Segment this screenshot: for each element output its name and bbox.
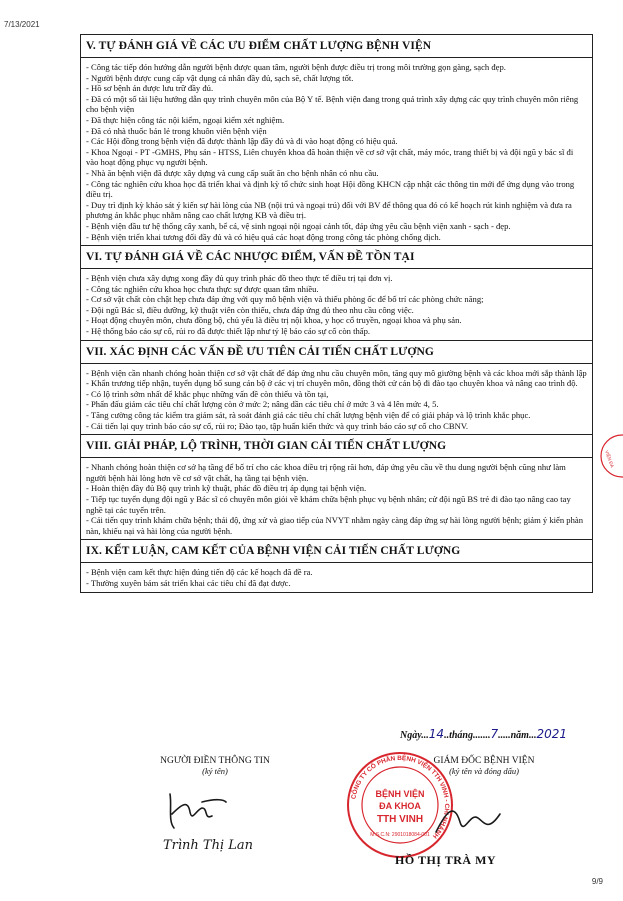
section-line: - Bệnh viện cần nhanh chóng hoàn thiện cơ sở vật chất để đáp ứng nhu cầu chuyên môn, tăng quy mô giường bệnh và các khoa mới sắp thành lập bbox=[86, 367, 587, 378]
section-body bbox=[80, 458, 593, 540]
section-line: - Các Hội đồng trong bệnh viện đã được thành lập đầy đủ và đi vào hoạt động có hiệu quả. bbox=[86, 136, 398, 147]
section-line: - Hoàn thiện đầy đủ Bộ quy trình kỹ thuật, phác đồ điều trị áp dụng tại bệnh viện. bbox=[86, 483, 367, 494]
section-heading: VII. XÁC ĐỊNH CÁC VẤN ĐỀ ƯU TIÊN CẢI TIẾN CHẤT LƯỢNG bbox=[80, 341, 593, 364]
section-heading: V. TỰ ĐÁNH GIÁ VỀ CÁC ƯU ĐIỂM CHẤT LƯỢNG BỆNH VIỆN bbox=[80, 34, 593, 58]
section-line: - Khoa Ngoại - PT -GMHS, Phụ sản - HTSS, Liên chuyên khoa đã hoàn thiện về cơ sở vật chất, máy móc, trang thiết bị và đội ngũ y bác sĩ đi vào hoạt động phục vụ người bệnh. bbox=[86, 146, 574, 168]
section-line: - Nhà ăn bệnh viện đã được xây dựng và cung cấp suất ăn cho bệnh nhân có nhu cầu. bbox=[86, 167, 379, 178]
svg-text:CÔNG TY CỔ PHẦN BỆNH VIỆN TTH: CÔNG TY CỔ PHẦN BỆNH VIỆN TTH VINH - CHI NHÁNH bbox=[350, 754, 451, 840]
svg-text:BỆNH VIỆN: BỆNH VIỆN bbox=[375, 789, 425, 799]
section-line: - Tăng cường công tác kiểm tra giám sát, rà soát đánh giá các tiêu chí chất lượng bệnh viện để có giải pháp và lộ trình khắc phục. bbox=[86, 410, 531, 421]
svg-text:M.S.C.N: 2901018084-001: M.S.C.N: 2901018084-001 bbox=[370, 832, 430, 838]
section-line: - Hoạt động chuyên môn, chưa đồng bộ, chủ yếu là điều trị nội khoa, y học cổ truyền, ngoại khoa và phụ sản. bbox=[86, 315, 462, 326]
section-line: - Bệnh viện triển khai tương đối đầy đủ và có hiệu quả các hoạt động trong công tác phòng chống dịch. bbox=[86, 231, 441, 242]
section-body bbox=[80, 364, 593, 436]
section-line: - Đã thực hiện công tác nội kiểm, ngoại kiểm xét nghiệm. bbox=[86, 114, 285, 125]
filler-signature-block bbox=[150, 756, 280, 776]
section-line: - Công tác nghiên cứu khoa học chưa thực sự được quan tâm nhiều. bbox=[86, 283, 319, 294]
section-body bbox=[80, 563, 593, 592]
section-line: - Cơ sở vật chất còn chật hẹp chưa đáp ứng với quy mô bệnh viện và thiếu phòng ốc để bố trí các phòng chức năng; bbox=[86, 294, 484, 305]
section-line: - Có lộ trình sớm nhất để khắc phục những vấn đề còn thiếu và tồn tại, bbox=[86, 388, 329, 399]
section-line: - Đã có một số tài liệu hướng dẫn quy trình chuyên môn của Bộ Y tế. Bệnh viện đang trong quá trình xây dựng các quy trình chuyên môn riêng cho bệnh viện bbox=[86, 93, 579, 115]
section-line: - Tiếp tục tuyển dụng đội ngũ y Bác sĩ có chuyên môn giỏi về khám chữa bệnh phục vụ bệnh nhân; cử đội ngũ BS trẻ đi đào tạo nâng cao tay nghề tại các tuyến trên. bbox=[86, 494, 571, 515]
svg-text:TTH VINH: TTH VINH bbox=[376, 814, 424, 825]
director-title: GIÁM ĐỐC BỆNH VIỆN bbox=[433, 756, 535, 766]
section-line: - Công tác tiếp đón hướng dẫn người bệnh được quan tâm, người bệnh được điều trị trong môi trường gọn gàng, sạch đẹp. bbox=[86, 62, 506, 72]
director-subtitle: (ký tên và đóng dấu) bbox=[449, 766, 519, 776]
section-line: - Cải tiến lại quy trình báo cáo sự cố, rủi ro; Đào tạo, tập huấn kiến thức và quy trình báo cáo sự cố cho CBNV. bbox=[86, 420, 469, 431]
section-line: - Hệ thống báo cáo sự cố, rủi ro đã được thiết lập như tỷ lệ báo cáo sự cố còn thấp. bbox=[86, 326, 371, 337]
section-heading: VI. TỰ ĐÁNH GIÁ VỀ CÁC NHƯỢC ĐIỂM, VẤN ĐỀ TỒN TẠI bbox=[80, 246, 593, 269]
svg-text:VIỆN ĐA: VIỆN ĐA bbox=[604, 449, 615, 469]
filler-title: NGƯỜI ĐIỀN THÔNG TIN bbox=[160, 756, 270, 766]
page-number: 9/9 bbox=[591, 877, 603, 886]
section-line: - Đội ngũ Bác sĩ, điều dưỡng, kỹ thuật viên còn thiếu, chưa đáp ứng đủ theo nhu cầu công việc. bbox=[86, 304, 414, 315]
section-line: - Duy trì định kỳ khảo sát ý kiến sự hài lòng của NB (nội trú và ngoại trú) đối với BV để thông qua đó có kế hoạch rút kinh nghiệm và đưa ra phương án khắc phục nhằm nâng cao chất lượng KB và điều trị. bbox=[86, 199, 572, 221]
section-line: - Công tác nghiên cứu khoa học đã triển khai và định kỳ tổ chức sinh hoạt Hội đồng KHCN cập nhật các thông tin mới để ứng dụng vào trong điều trị. bbox=[86, 178, 575, 200]
signature-date: Ngày...14..tháng.......7.....năm...2021 bbox=[400, 727, 568, 741]
section-body bbox=[80, 269, 593, 341]
section-line: - Nhanh chóng hoàn thiện cơ sở hạ tầng để bố trí cho các khoa điều trị rộng rãi hơn, đáp ứng yêu cầu về thu dung người bệnh cũng như làm người bệnh hài lòng hơn về cơ sở vật chất, hạ tầng tại bệnh viện. bbox=[86, 462, 566, 483]
filler-signature-icon bbox=[162, 786, 232, 841]
print-date: 7/13/2021 bbox=[4, 20, 40, 29]
section-line: - Bệnh viện cam kết thực hiện đúng tiến độ các kế hoạch đã đề ra. bbox=[86, 567, 313, 578]
section-line: - Khẩn trương tiếp nhận, tuyển dụng bổ sung cán bộ ở các vị trí chuyên môn, đồng thời cử cán bộ đi đào tạo chuyên khoa và nâng cao trình độ. bbox=[86, 378, 578, 389]
section-line: - Đã có nhà thuốc bán lẻ trong khuôn viên bệnh viện bbox=[86, 125, 267, 136]
section-line: - Người bệnh được cung cấp vật dụng cá nhân đầy đủ, sạch sẽ, chất lượng tốt. bbox=[86, 72, 354, 83]
section-line: - Bệnh viện chưa xây dựng xong đầy đủ quy trình phác đồ theo thực tế điều trị tại đơn vị. bbox=[86, 273, 393, 284]
director-name: HỒ THỊ TRÀ MY bbox=[395, 853, 497, 867]
filler-name-handwritten: Trình Thị Lan bbox=[163, 838, 254, 853]
section-line: - Hồ sơ bệnh án được lưu trữ đầy đủ. bbox=[86, 83, 214, 94]
section-line: - Bệnh viện đầu tư hệ thống cây xanh, bể cá, vệ sinh ngoại nội ngoại cảnh tốt, đáp ứng yêu cầu bệnh viện xanh - sạch - đẹp. bbox=[86, 220, 511, 231]
section-line: - Thường xuyên bám sát triển khai các tiêu chí đã đạt được. bbox=[86, 577, 291, 588]
section-heading: VIII. GIẢI PHÁP, LỘ TRÌNH, THỜI GIAN CẢI TIẾN CHẤT LƯỢNG bbox=[80, 435, 593, 458]
small-stamp-icon bbox=[596, 433, 623, 484]
director-signature-icon bbox=[430, 792, 510, 857]
report-content bbox=[80, 34, 593, 593]
section-line: - Phấn đấu giảm các tiêu chí chất lượng còn ở mức 2; nâng dần các tiêu chí ở mức 3 và 4 lên mức 4, 5. bbox=[86, 399, 439, 410]
section-heading: IX. KẾT LUẬN, CAM KẾT CỦA BỆNH VIỆN CẢI TIẾN CHẤT LƯỢNG bbox=[80, 540, 593, 563]
section-body bbox=[80, 58, 593, 246]
filler-subtitle: (ký tên) bbox=[202, 766, 228, 776]
section-line: - Cải tiến quy trình khám chữa bệnh; thái độ, ứng xử và giao tiếp của NVYT nhằm ngày càng đáp ứng sự hài lòng người bệnh; giảm ý kiến phàn nàn, khiếu nại và hài lòng của người bệnh. bbox=[86, 515, 584, 536]
svg-text:ĐA KHOA: ĐA KHOA bbox=[379, 801, 421, 811]
